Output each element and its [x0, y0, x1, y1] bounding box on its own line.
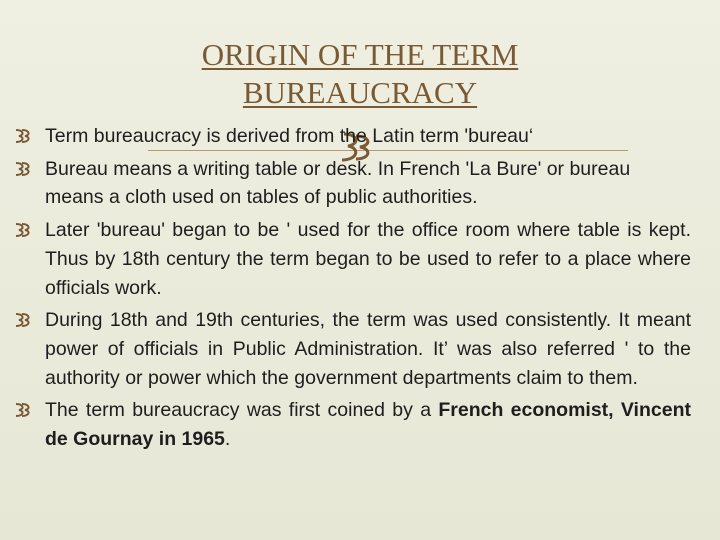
bullet-end-text: . — [224, 428, 231, 451]
list-item — [0, 155, 720, 212]
bullet-bold-text: French economist, Vincent de Gournay in 1965 — [45, 399, 691, 451]
fleuron-icon — [14, 222, 38, 238]
bullet-list — [0, 122, 720, 458]
bullet-text: Later 'bureau' began to be ' used for the office room where table is kept. Thus by 18th century the term began to be used to refer to a place where officials work. — [45, 219, 691, 299]
fleuron-icon — [14, 128, 38, 144]
bullet-text: Term bureaucracy is derived from the Latin term 'bureau‘ — [45, 125, 534, 147]
bullet-text: Bureau means a writing table or desk. In French 'La Bure' or bureau means a cloth used on tables of public authorities. — [45, 157, 631, 209]
fleuron-icon — [14, 312, 38, 328]
bullet-text: During 18th and 19th centuries, the term was used consistently. It meant power of officials in Public Administration. It’ was also referred ' to the authority or power which the government departments claim to them. — [45, 309, 691, 389]
list-item — [0, 122, 720, 151]
title-line-1: ORIGIN OF THE TERM — [201, 37, 519, 72]
list-item — [0, 216, 720, 302]
slide-title — [120, 36, 600, 112]
list-item — [0, 396, 720, 453]
title-line-2: BUREAUCRACY — [242, 75, 478, 110]
fleuron-icon — [14, 402, 38, 418]
bullet-text: The term bureaucracy was first coined by a — [45, 399, 439, 422]
list-item — [0, 306, 720, 392]
fleuron-icon — [14, 161, 38, 177]
